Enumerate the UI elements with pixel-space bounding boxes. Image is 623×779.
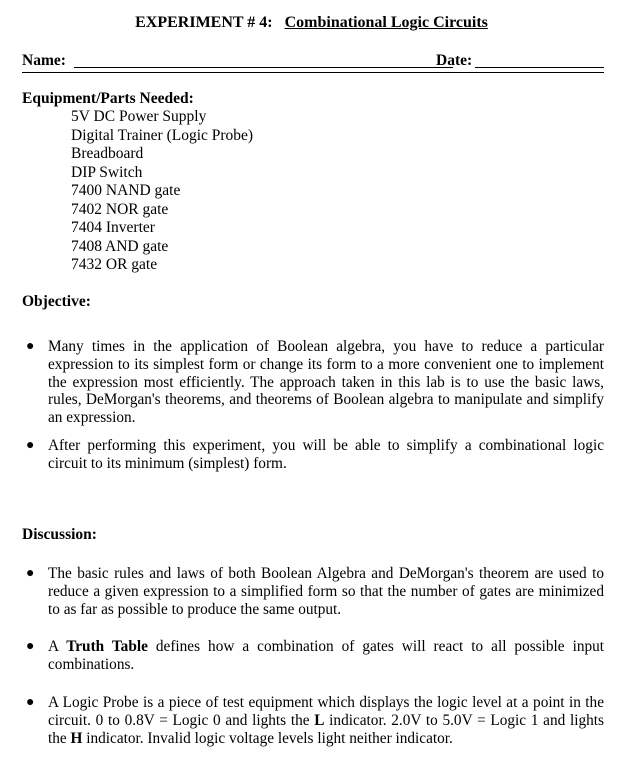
name-date-row [22, 52, 604, 72]
list-item: 7400 NAND gate [71, 182, 181, 199]
name-label: Name: [22, 52, 66, 69]
discussion-text: indicator. Invalid logic voltage levels light neither indicator. [82, 729, 453, 747]
bullet-icon: ● [26, 566, 35, 581]
date-field-line [475, 67, 604, 68]
bullet-icon: ● [26, 694, 35, 710]
discussion-text: A Logic Probe is a piece of test equipment which displays the logic level at a point in the circuit. 0 to 0.8V = Logic 0 and lights the [48, 693, 604, 729]
high-indicator-term: H [70, 729, 83, 747]
name-field-line [74, 67, 453, 68]
equipment-list [71, 108, 253, 275]
list-item: Breadboard [71, 145, 144, 162]
objective-list [22, 338, 604, 473]
date-label: Date: [436, 52, 473, 69]
truth-table-term: Truth Table [66, 638, 148, 656]
list-item: 7402 NOR gate [71, 200, 169, 218]
objective-heading: Objective: [22, 293, 91, 310]
objective-text: Many times in the application of Boolean algebra, you have to reduce a particular expression to its simplest form or change its form to a more convenient one to implement the expression most efficiently. The approach taken in this lab is to use the basic laws, rules, DeMorgan's theorems, and theorems of Boolean algebra to manipulate and simplify an expression. [48, 338, 604, 427]
list-item: Digital Trainer (Logic Probe) [71, 126, 254, 144]
discussion-text: defines how a combination of gates will react to all possible input combinations. [48, 638, 605, 674]
discussion-bullet [22, 565, 604, 618]
discussion-text: The basic rules and laws of both Boolean Algebra and DeMorgan's theorem are used to reduce a given expression to a simplified form so that the number of gates are minimized to as far as possible to produce the same output. [48, 565, 604, 618]
header-rule [22, 72, 604, 73]
discussion-bullet [22, 638, 604, 674]
discussion-heading: Discussion: [22, 526, 97, 543]
list-item: 7404 Inverter [71, 219, 155, 236]
bullet-icon: ● [26, 639, 35, 655]
discussion-text: indicator. 2.0V to 5.0V = Logic 1 and lights the [48, 711, 604, 747]
list-item: DIP Switch [71, 163, 143, 181]
discussion-text: A [48, 638, 67, 656]
bullet-icon: ● [26, 437, 35, 453]
bullet-icon: ● [26, 339, 35, 354]
objective-text: After performing this experiment, you will be able to simplify a combinational logic circuit to its minimum (simplest) form. [48, 436, 604, 472]
discussion-bullet [22, 694, 604, 747]
equipment-heading: Equipment/Parts Needed: [22, 90, 194, 107]
list-item: 7432 OR gate [71, 256, 158, 273]
list-item: 7408 AND gate [71, 237, 169, 255]
low-indicator-term: L [314, 711, 325, 729]
title-prefix: EXPERIMENT # 4: [135, 14, 273, 31]
discussion-list [22, 565, 604, 747]
title-main: Combinational Logic Circuits [284, 14, 488, 31]
page-title [0, 14, 623, 32]
list-item: 5V DC Power Supply [71, 108, 207, 125]
objective-bullet [22, 437, 604, 473]
objective-bullet [22, 338, 604, 427]
